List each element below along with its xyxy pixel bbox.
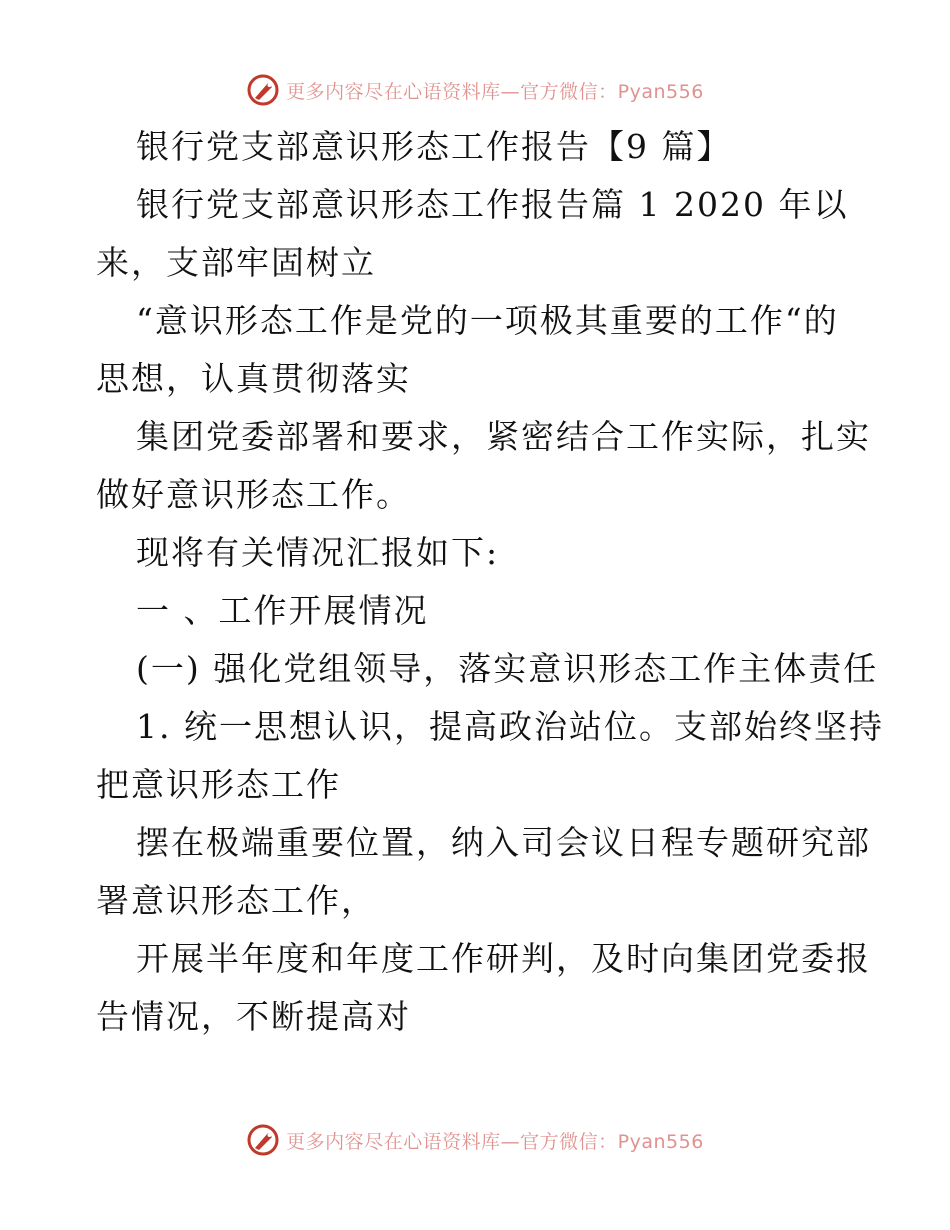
paragraph-line: 把意识形态工作 <box>96 765 341 804</box>
paragraph-line: 现将有关情况汇报如下: <box>136 533 500 572</box>
subsection-heading: (一) 强化党组领导，落实意识形态工作主体责任 <box>136 649 879 688</box>
footer-watermark-text: 更多内容尽在心语资料库—官方微信：Pyan556 <box>286 1130 704 1153</box>
footer-watermark-banner <box>0 1120 950 1160</box>
paragraph-line: 告情况，不断提高对 <box>96 997 411 1036</box>
paragraph-line: 摆在极端重要位置，纳入司会议日程专题研究部 <box>136 823 871 862</box>
pen-nib-logo-icon <box>246 1123 280 1157</box>
header-watermark-banner <box>0 70 950 110</box>
paragraph-line: 银行党支部意识形态工作报告篇 1 2020 年以 <box>136 185 849 224</box>
paragraph-line: 署意识形态工作， <box>96 881 376 920</box>
document-body <box>96 118 884 1046</box>
paragraph-line: 做好意识形态工作。 <box>96 475 411 514</box>
header-watermark-text: 更多内容尽在心语资料库—官方微信：Pyan556 <box>286 80 704 103</box>
pen-nib-logo-icon <box>246 73 280 107</box>
paragraph-line: “意识形态工作是党的一项极其重要的工作“的 <box>136 301 839 340</box>
paragraph-line: 思想，认真贯彻落实 <box>96 359 411 398</box>
paragraph-line: 开展半年度和年度工作研判，及时向集团党委报 <box>136 939 871 978</box>
paragraph-line: 集团党委部署和要求，紧密结合工作实际，扎实 <box>136 417 871 456</box>
document-title: 银行党支部意识形态工作报告【9 篇】 <box>136 127 732 166</box>
paragraph-line: 来，支部牢固树立 <box>96 243 376 282</box>
section-heading: 一 、工作开展情况 <box>136 591 429 630</box>
paragraph-line: 1. 统一思想认识，提高政治站位。支部始终坚持 <box>136 707 884 746</box>
